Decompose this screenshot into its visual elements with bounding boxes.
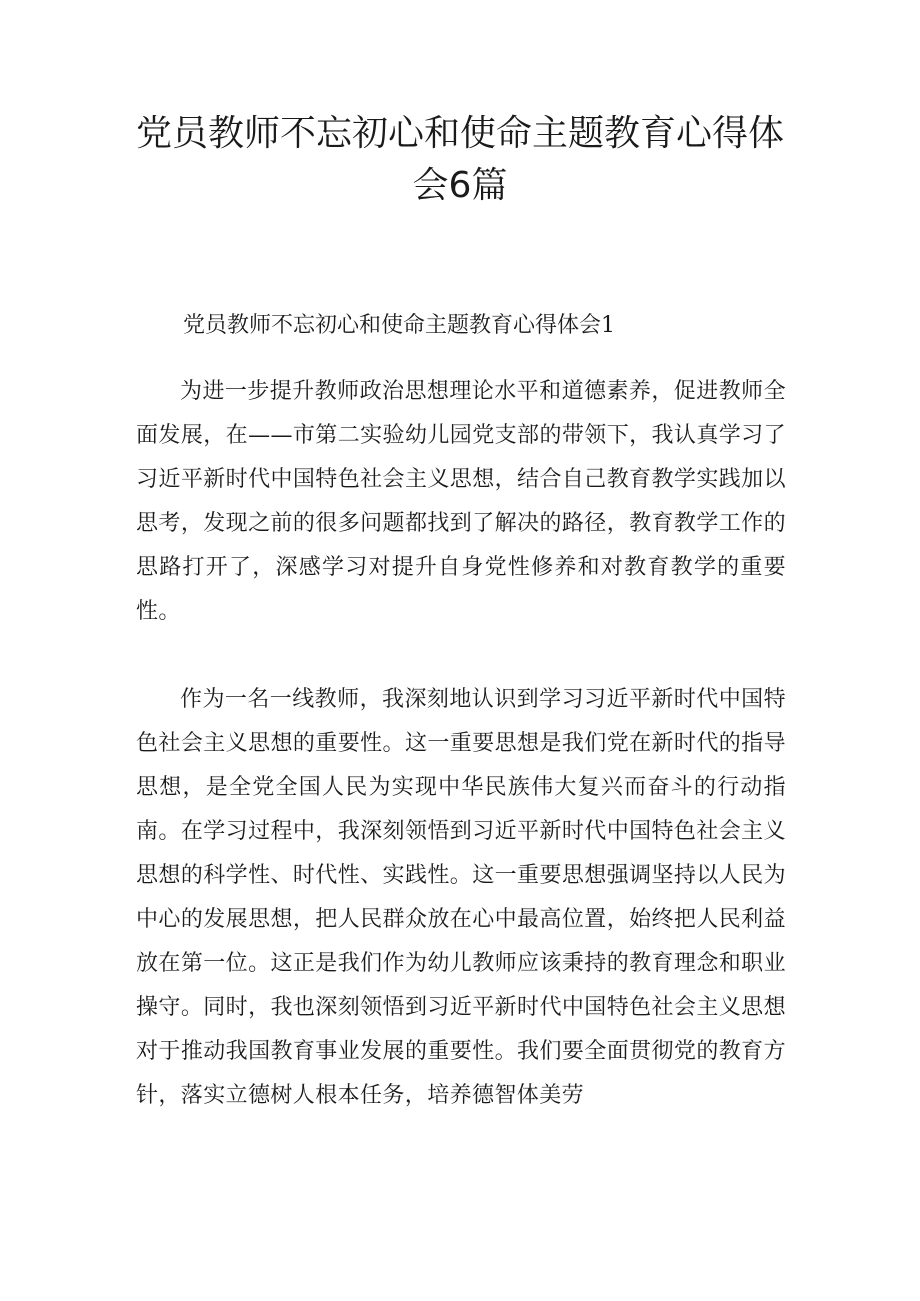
paragraph-2: 作为一名一线教师，我深刻地认识到学习习近平新时代中国特色社会主义思想的重要性。这一重要思想是我们党在新时代的指导思想，是全党全国人民为实现中华民族伟大复兴而奋斗的行动指南。在学习过程中，我深刻领悟到习近平新时代中国特色社会主义思想的科学性、时代性、实践性。这一重要思想强调坚持以人民为中心的发展思想，把人民群众放在心中最高位置，始终把人民利益放在第一位。这正是我们作为幼儿教师应该秉持的教育理念和职业操守。同时，我也深刻领悟到习近平新时代中国特色社会主义思想对于推动我国教育事业发展的重要性。我们要全面贯彻党的教育方针，落实立德树人根本任务，培养德智体美劳 <box>136 687 786 1108</box>
document-title: 党员教师不忘初心和使命主题教育心得体会6篇 <box>135 113 784 206</box>
section-heading: 党员教师不忘初心和使命主题教育心得体会1 <box>183 313 615 338</box>
paragraph-1: 为进一步提升教师政治思想理论水平和道德素养，促进教师全面发展，在——市第二实验幼儿园党支部的带领下，我认真学习了习近平新时代中国特色社会主义思想，结合自己教育教学实践加以思考，发现之前的很多问题都找到了解决的路径，教育教学工作的思路打开了，深感学习对提升自身党性修养和对教育教学的重要性。 <box>136 379 786 624</box>
